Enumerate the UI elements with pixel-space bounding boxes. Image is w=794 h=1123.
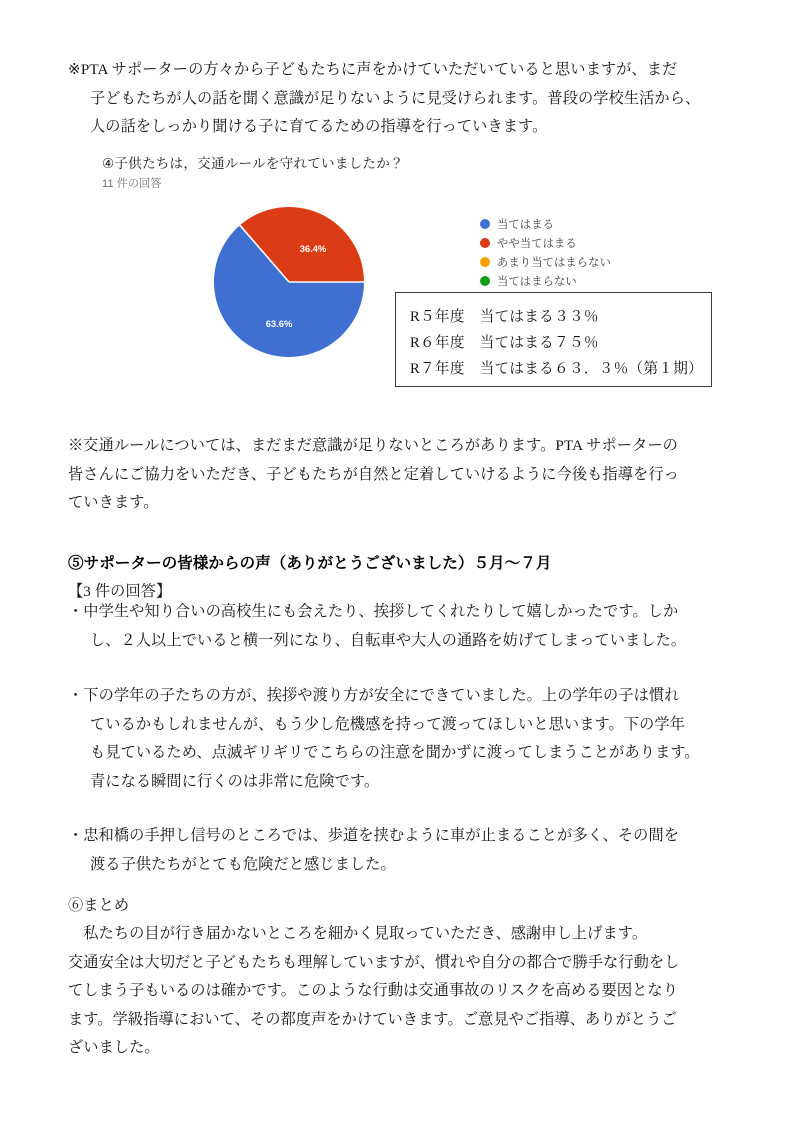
yearly-comparison-box [395, 292, 712, 387]
paragraph-line: 人の話をしっかり聞ける子に育てるための指導を行っていきます。 [90, 118, 548, 135]
note-box-line: R５年度 当てはまる３３％ [410, 309, 599, 325]
legend-label: 当てはまる [497, 218, 554, 231]
comment-line: 青になる瞬間に行くのは非常に危険です。 [90, 772, 380, 790]
paragraph-line: ます。学級指導において、その都度声をかけていきます。ご意見やご指導、ありがとうご [68, 1010, 677, 1028]
chart-legend [480, 214, 695, 290]
legend-color-dot-red [480, 238, 490, 248]
legend-label: やや当てはまる [497, 237, 577, 250]
paragraph-line: ざいました。 [68, 1039, 160, 1056]
chart-response-count: 11 件の回答 [102, 178, 162, 190]
pie-slice-label-blue: 63.6% [265, 318, 293, 329]
section6-heading [68, 892, 728, 921]
traffic-rules-paragraph [68, 432, 728, 518]
note-box-line: R７年度 当てはまる６３．３％（第１期） [410, 361, 704, 377]
legend-label: あまり当てはまらない [497, 256, 611, 269]
legend-item [480, 233, 695, 252]
chart-title: ④子供たちは，交通ルールを守れていましたか？ [102, 156, 404, 171]
comment-line: し、２人以上でいると横一列になり、自転車や大人の通路を妨げてしまっていました。 [90, 631, 687, 649]
comment-line: ・下の学年の子たちの方が、挨拶や渡り方が安全にできていました。上の学年の子は慣れ [68, 687, 680, 704]
intro-paragraph [68, 56, 728, 142]
note-box-line: R６年度 当てはまる７５％ [410, 335, 599, 351]
legend-item [480, 252, 695, 271]
paragraph-line: ※PTA サポーターの方々から子どもたちに声をかけていただいていると思いますが、まだ [68, 61, 678, 78]
paragraph-line: ※交通ルールについては、まだまだ意識が足りないところがあります。PTA サポーターの [68, 437, 678, 454]
supporter-comment-1 [68, 598, 728, 655]
paragraph-line: 子どもたちが人の話を聞く意識が足りないように見受けられます。普段の学校生活から、 [90, 89, 701, 107]
legend-color-dot-orange [480, 257, 490, 267]
paragraph-line: ていきます。 [68, 494, 159, 511]
comment-line: 渡る子供たちがとても危険だと感じました。 [90, 855, 396, 873]
section6-paragraph [68, 920, 728, 1063]
legend-color-dot-green [480, 276, 490, 286]
comment-line: も見ているため、点滅ギリギリでこちらの注意を聞かずに渡ってしまうことがあります。 [90, 744, 700, 761]
paragraph-line: てしまう子もいるのは確かです。このような行動は交通事故のリスクを高める要因となり [68, 982, 678, 999]
pie-chart-block [88, 152, 728, 402]
legend-item [480, 214, 695, 233]
response-count-label: 【3 件の回答】 [68, 583, 172, 600]
comment-line: ・中学生や知り合いの高校生にも会えたり、挨拶してくれたりして嬉しかったです。しか [68, 603, 679, 620]
paragraph-line: 私たちの目が行き届かないところを細かく見取っていただき、感謝申し上げます。 [68, 925, 648, 942]
paragraph-line: 皆さんにご協力をいただき、子どもたちが自然と定着していけるように今後も指導を行っ [68, 465, 679, 483]
pie-chart-svg [211, 204, 367, 360]
comment-line: ているかもしれませんが、もう少し危機感を持って渡ってほしいと思います。下の学年 [90, 715, 685, 733]
section5-heading: ⑤サポーターの皆様からの声（ありがとうございました）５月～７月 [68, 555, 552, 572]
supporter-comment-2 [68, 682, 728, 796]
paragraph-line: 交通安全は大切だと子どもたちも理解していますが、慣れや自分の都合で勝手な行動をし [68, 953, 680, 971]
section6-heading-text: ⑥まとめ [68, 897, 130, 914]
legend-item [480, 271, 695, 290]
pie-chart [211, 204, 367, 360]
supporter-comment-3 [68, 822, 728, 879]
pie-slice-label-red: 36.4% [299, 243, 327, 254]
legend-color-dot-blue [480, 219, 490, 229]
legend-label: 当てはまらない [497, 275, 577, 288]
comment-line: ・忠和橋の手押し信号のところでは、歩道を挟むように車が止まることが多く、その間を [68, 827, 680, 844]
